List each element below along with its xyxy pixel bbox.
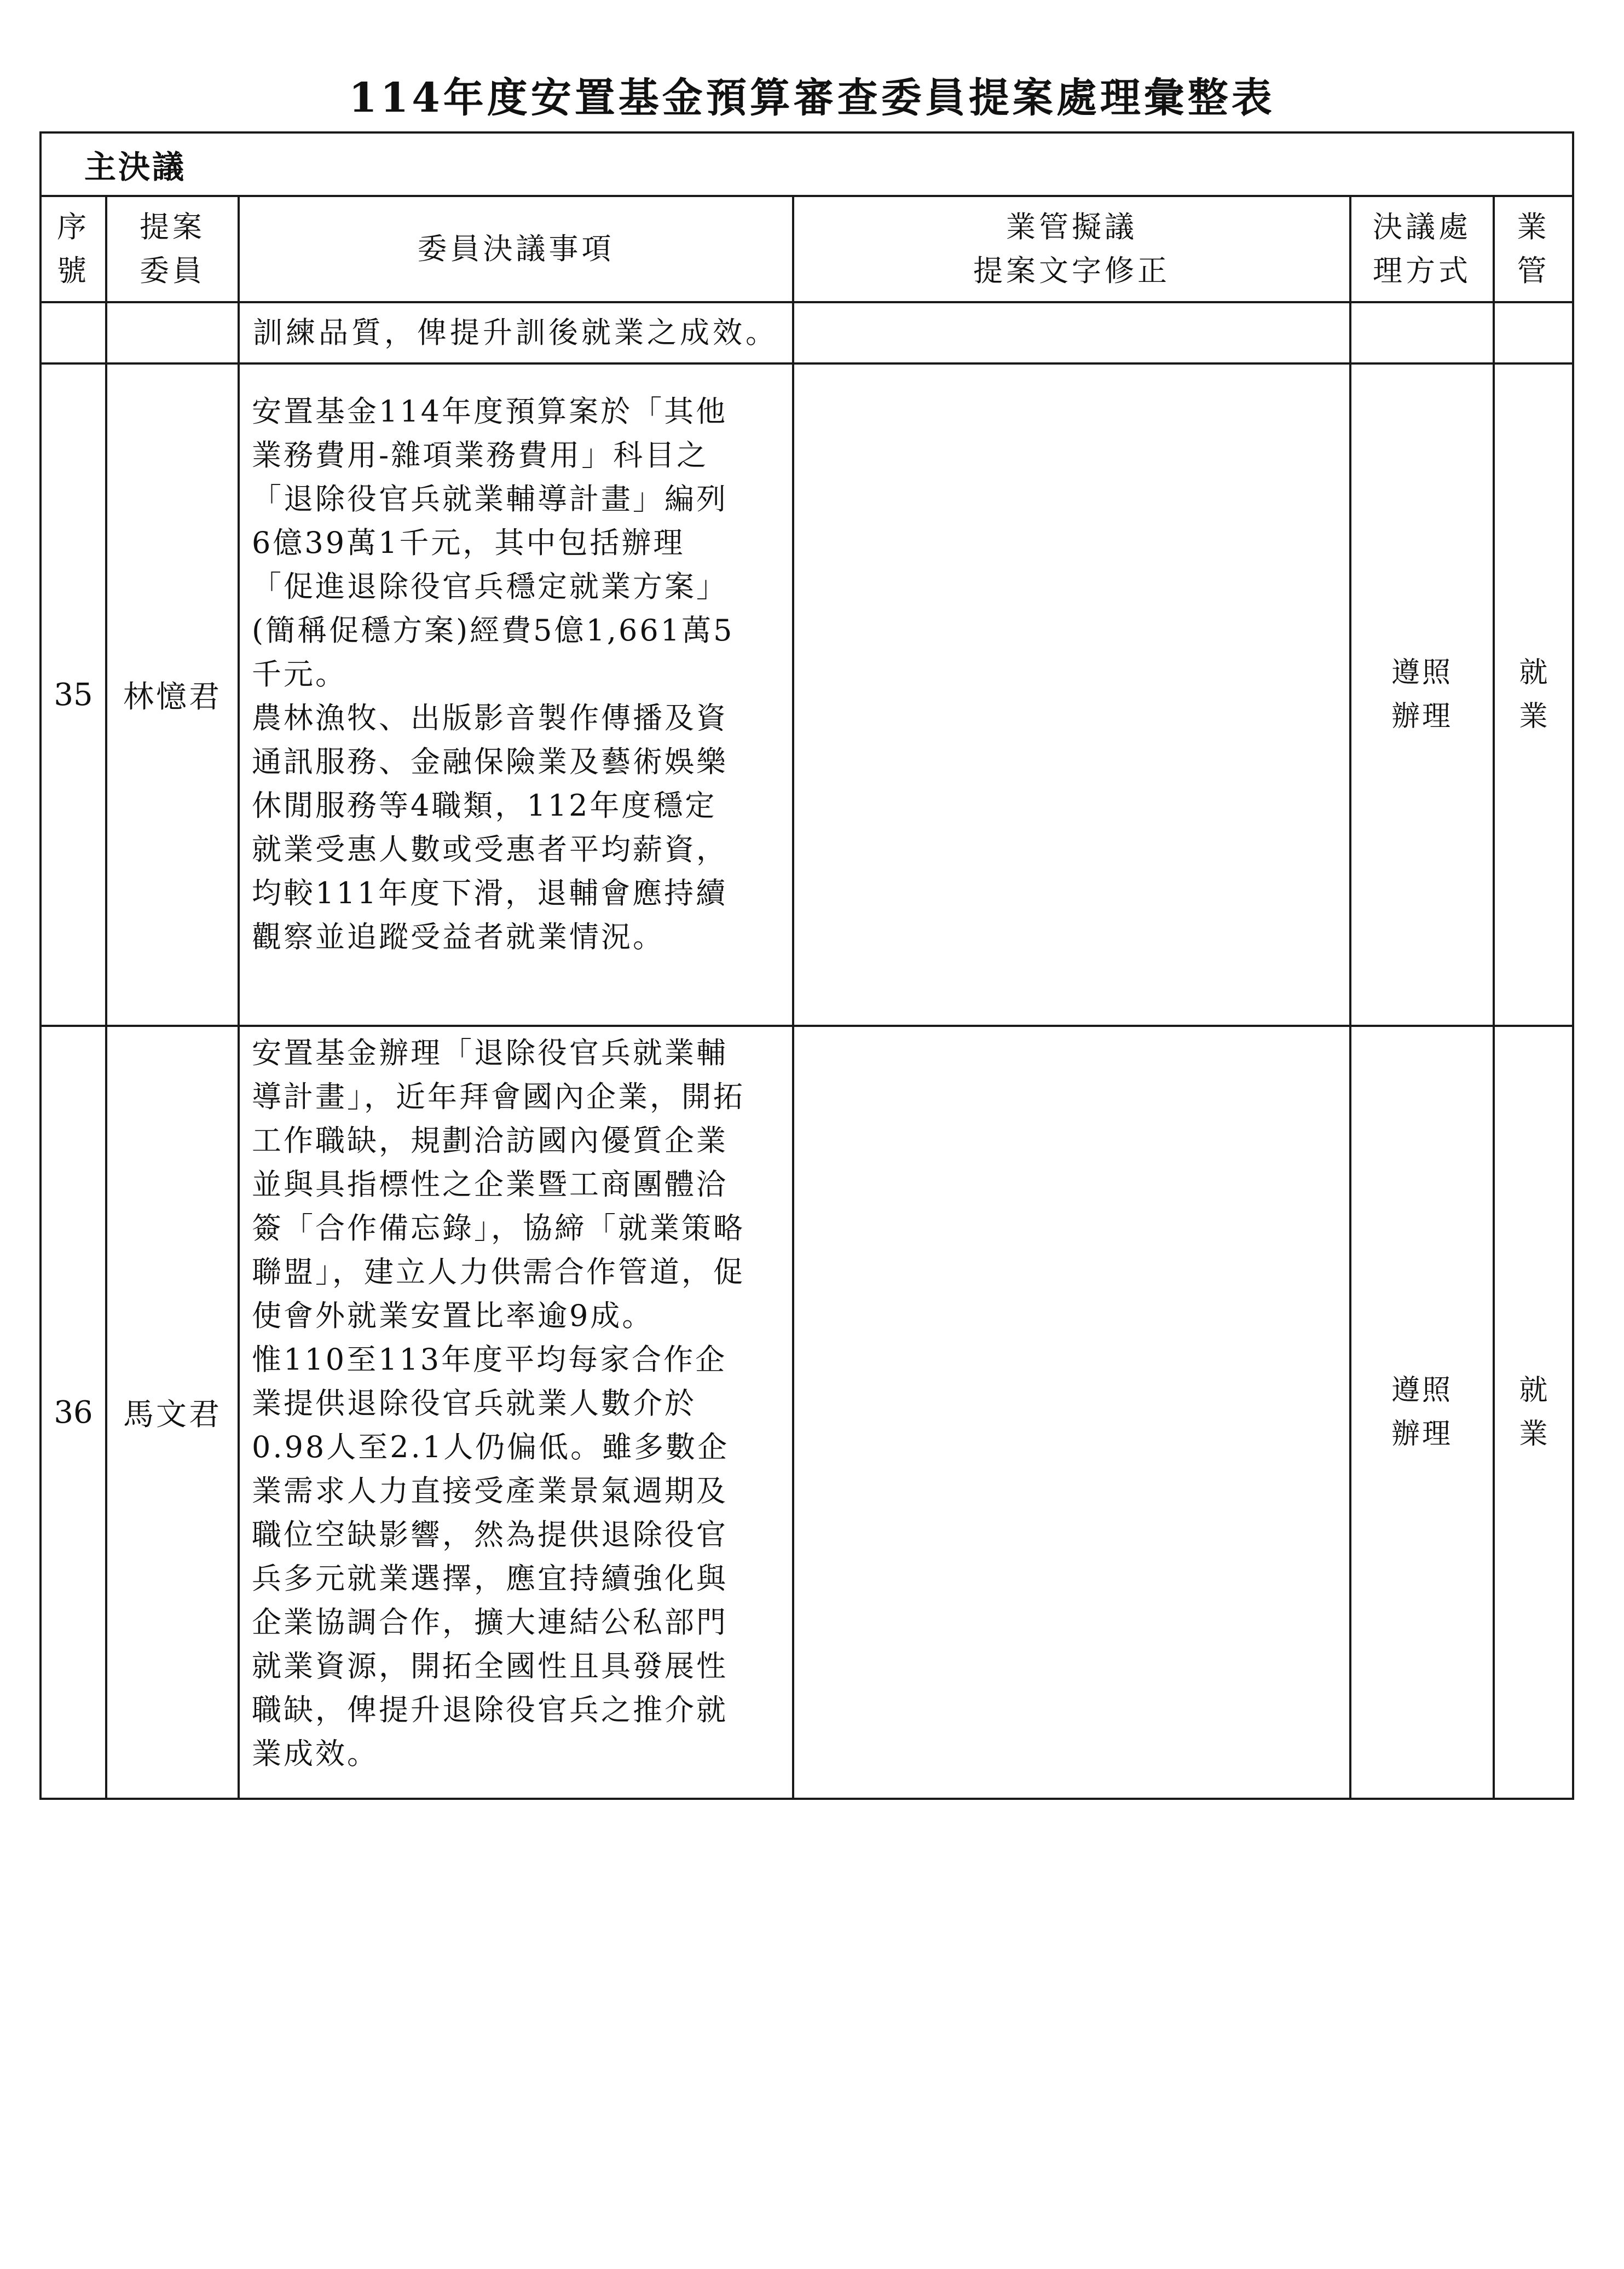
header-proposer-line2: 委員 bbox=[140, 253, 205, 288]
resolution-line: 職缺，俾提升退除役官兵之推介就 bbox=[252, 1693, 728, 1727]
resolution-line: 兵多元就業選擇，應宜持續強化與 bbox=[252, 1561, 728, 1596]
row-seq: 36 bbox=[41, 1026, 106, 1799]
header-handling-line2: 理方式 bbox=[1373, 253, 1471, 288]
header-agency-line2: 提案文字修正 bbox=[973, 253, 1170, 288]
row-dept-line1: 就 bbox=[1519, 656, 1548, 689]
resolution-line: 簽「合作備忘錄」，協締「就業策略 bbox=[252, 1211, 745, 1245]
row-proposer: 林憶君 bbox=[106, 363, 239, 1026]
header-seq-line1: 序 bbox=[57, 210, 90, 244]
row-agency-proposal bbox=[793, 363, 1350, 1026]
row-handling-line1: 遵照 bbox=[1391, 1374, 1453, 1407]
header-resolution: 委員決議事項 bbox=[239, 196, 793, 302]
row-agency-proposal bbox=[793, 1026, 1350, 1799]
header-dept-line2: 管 bbox=[1517, 253, 1550, 288]
resolution-line: 「退除役官兵就業輔導計畫」編列 bbox=[252, 482, 728, 516]
continuation-dept bbox=[1494, 302, 1573, 363]
resolution-line: 業成效。 bbox=[252, 1736, 379, 1771]
resolution-line: 就業受惠人數或受惠者平均薪資， bbox=[252, 832, 728, 867]
resolution-line: 業務費用-雜項業務費用」科目之 bbox=[252, 438, 709, 472]
row-dept-line1: 就 bbox=[1519, 1374, 1548, 1407]
resolution-line: 使會外就業安置比率逾9成。 bbox=[252, 1298, 654, 1333]
resolution-line: (簡稱促穩方案)經費5億1,661萬5 bbox=[252, 613, 735, 648]
resolution-line: 業需求人力直接受產業景氣週期及 bbox=[252, 1474, 728, 1508]
continuation-row bbox=[41, 302, 1573, 363]
continuation-seq bbox=[41, 302, 106, 363]
resolution-line: 6億39萬1千元，其中包括辦理 bbox=[252, 526, 685, 560]
resolution-line: 通訊服務、金融保險業及藝術娛樂 bbox=[252, 744, 728, 779]
resolution-line: 並與具指標性之企業暨工商團體洽 bbox=[252, 1167, 728, 1202]
resolution-line: 0.98人至2.1人仍偏低。雖多數企 bbox=[252, 1430, 730, 1464]
resolution-line: 企業協調合作，擴大連結公私部門 bbox=[252, 1605, 728, 1639]
resolution-line: 工作職缺，規劃洽訪國內優質企業 bbox=[252, 1123, 728, 1158]
resolution-line: 千元。 bbox=[252, 657, 347, 691]
resolution-line: 安置基金辦理「退除役官兵就業輔 bbox=[252, 1036, 728, 1070]
row-dept-line2: 業 bbox=[1519, 1418, 1548, 1451]
table-row bbox=[41, 1026, 1573, 1799]
resolution-line: 職位空缺影響，然為提供退除役官 bbox=[252, 1517, 728, 1552]
row-handling-line1: 遵照 bbox=[1391, 656, 1453, 689]
row-handling-line2: 辦理 bbox=[1391, 700, 1453, 733]
row-handling bbox=[1350, 363, 1494, 1026]
resolution-line: 「促進退除役官兵穩定就業方案」 bbox=[252, 569, 728, 604]
header-dept-line1: 業 bbox=[1517, 210, 1550, 244]
row-proposer: 馬文君 bbox=[106, 1026, 239, 1799]
continuation-text: 訓練品質，俾提升訓後就業之成效。 bbox=[239, 302, 793, 363]
row-dept bbox=[1494, 1026, 1573, 1799]
header-handling-line1: 決議處 bbox=[1373, 210, 1471, 244]
row-dept bbox=[1494, 363, 1573, 1026]
continuation-handling bbox=[1350, 302, 1494, 363]
resolution-line: 觀察並追蹤受益者就業情況。 bbox=[252, 920, 664, 954]
row-handling bbox=[1350, 1026, 1494, 1799]
resolution-line: 導計畫」，近年拜會國內企業，開拓 bbox=[252, 1079, 745, 1114]
header-proposer bbox=[106, 196, 239, 302]
continuation-agency bbox=[793, 302, 1350, 363]
header-handling bbox=[1350, 196, 1494, 302]
row-handling-line2: 辦理 bbox=[1391, 1418, 1453, 1451]
resolution-line: 業提供退除役官兵就業人數介於 bbox=[252, 1386, 696, 1421]
row-seq: 35 bbox=[41, 363, 106, 1026]
row-resolution bbox=[239, 363, 793, 1026]
header-dept bbox=[1494, 196, 1573, 302]
resolution-line: 休閒服務等4職類，112年度穩定 bbox=[252, 788, 717, 823]
section-label: 主決議 bbox=[41, 132, 1573, 196]
row-resolution bbox=[239, 1026, 793, 1799]
resolution-line: 安置基金114年度預算案於「其他 bbox=[252, 394, 728, 429]
resolution-line: 聯盟」，建立人力供需合作管道，促 bbox=[252, 1255, 745, 1289]
resolution-line: 就業資源，開拓全國性且具發展性 bbox=[252, 1649, 728, 1683]
header-agency-line1: 業管擬議 bbox=[1006, 210, 1137, 244]
resolution-line: 農林漁牧、出版影音製作傳播及資 bbox=[252, 701, 728, 735]
header-seq-line2: 號 bbox=[57, 253, 90, 288]
resolution-line: 惟110至113年度平均每家合作企 bbox=[252, 1342, 727, 1377]
document-title: 114年度安置基金預算審查委員提案處理彙整表 bbox=[349, 74, 1275, 122]
header-proposer-line1: 提案 bbox=[140, 210, 205, 244]
row-dept-line2: 業 bbox=[1519, 700, 1548, 733]
header-agency bbox=[793, 196, 1350, 302]
continuation-proposer bbox=[106, 302, 239, 363]
table-row bbox=[41, 363, 1573, 1026]
section-row bbox=[41, 132, 1573, 196]
header-seq bbox=[41, 196, 106, 302]
proposal-table bbox=[39, 131, 1574, 1800]
header-row bbox=[41, 196, 1573, 302]
resolution-line: 均較111年度下滑，退輔會應持續 bbox=[252, 876, 728, 910]
